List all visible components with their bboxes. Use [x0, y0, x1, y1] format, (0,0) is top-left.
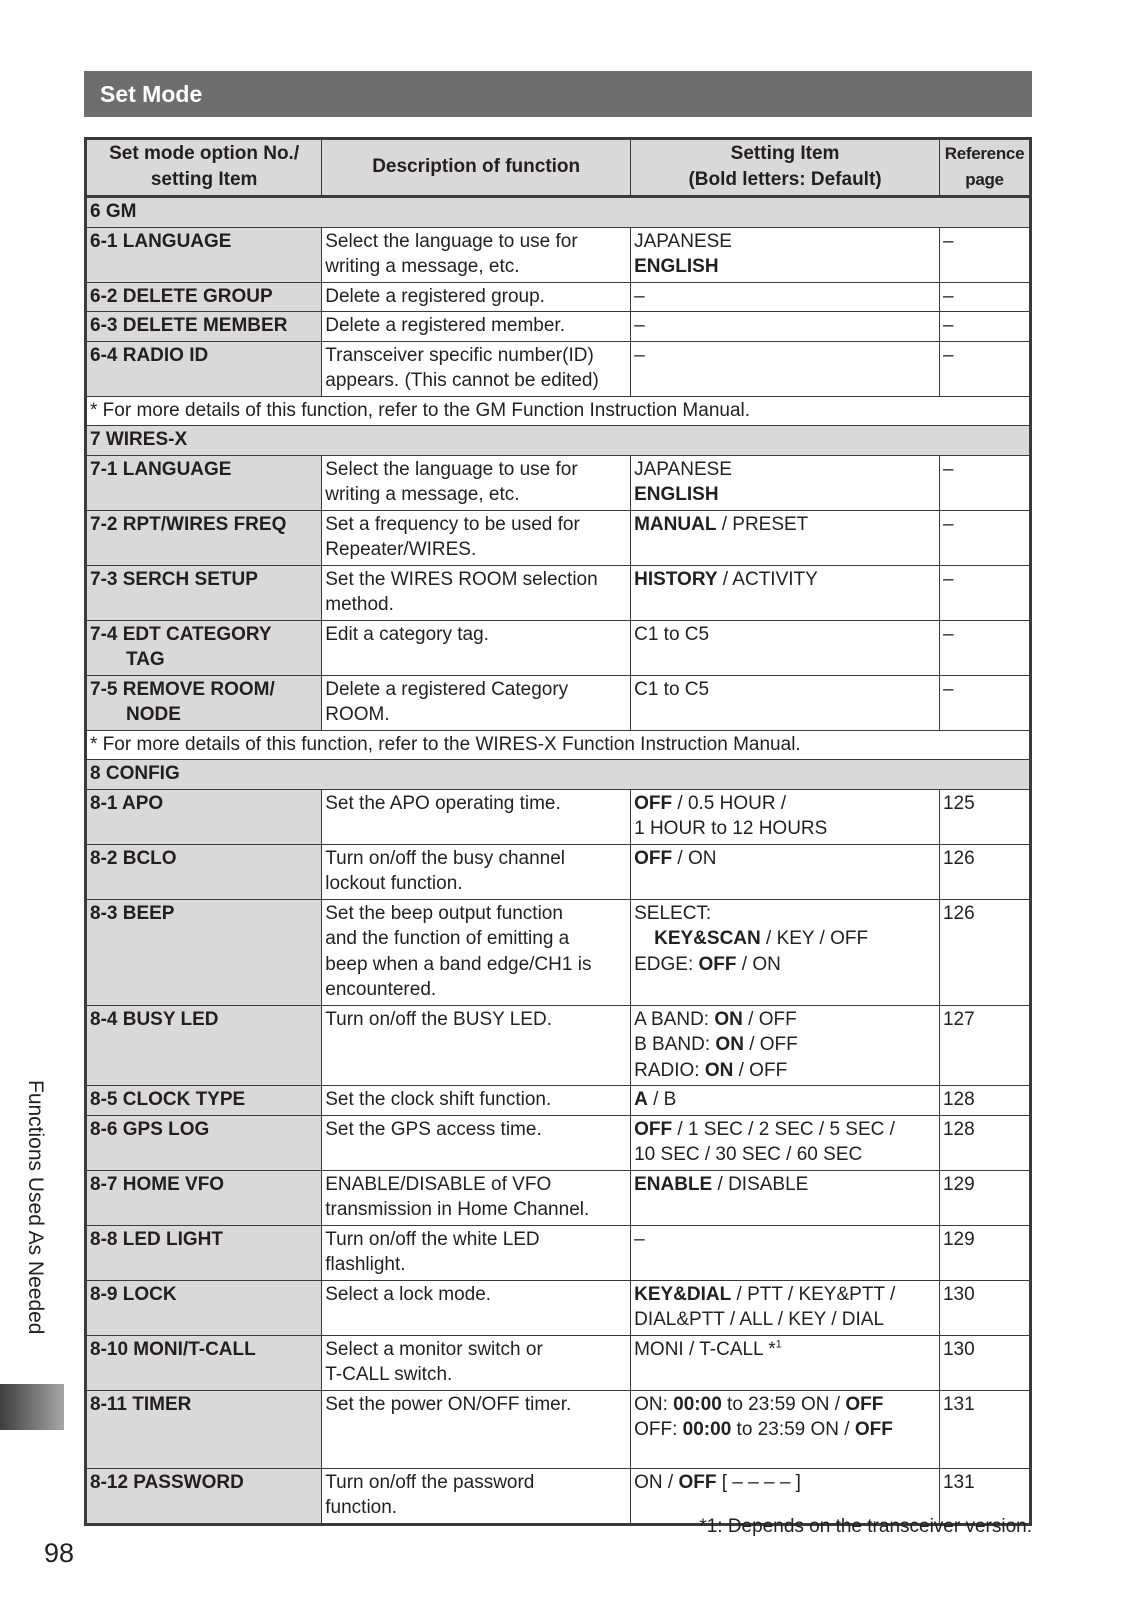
description-text: Delete a registered group.: [325, 285, 545, 307]
description-text: function.: [325, 1497, 398, 1518]
setting-value: –: [634, 315, 645, 336]
setting-line: [634, 1060, 787, 1081]
setting-value: JAPANESE: [634, 458, 732, 480]
section-title: 7 WIRES-X: [86, 426, 1031, 456]
table-row: [86, 510, 1031, 565]
setting-line: [634, 1284, 895, 1305]
default-value: ENGLISH: [634, 484, 719, 505]
reference-page-cell: –: [939, 312, 1030, 342]
description-cell: [322, 1390, 631, 1468]
description-cell: [322, 565, 631, 620]
setting-value: ON:: [634, 1393, 674, 1415]
setting-value: C1 to C5: [634, 678, 710, 700]
setting-cell: [631, 227, 940, 282]
option-item-label: 8-8 LED LIGHT: [90, 1228, 224, 1250]
option-item-label: 7-4 EDT CATEGORY: [90, 623, 272, 645]
option-item-label: 8-6 GPS LOG: [90, 1118, 210, 1140]
description-text: Select the language to use for: [325, 230, 578, 252]
table-row: [86, 1335, 1031, 1390]
option-item-label: NODE: [126, 704, 181, 725]
setting-line: [634, 315, 645, 336]
setting-line: [634, 1339, 782, 1360]
option-item-label: 8-11 TIMER: [90, 1393, 192, 1415]
setting-value: DIAL&PTT / ALL / KEY / DIAL: [634, 1309, 885, 1330]
reference-page-cell: –: [939, 565, 1030, 620]
description-text: encountered.: [325, 979, 437, 1000]
option-item-label: 7-3 SERCH SETUP: [90, 568, 258, 590]
setting-value: RADIO:: [634, 1059, 705, 1081]
setting-cell: [631, 1086, 940, 1116]
section-note: * For more details of this function, refer to the GM Function Instruction Manual.: [86, 396, 1031, 426]
description-text: Transceiver specific number(ID): [325, 344, 594, 366]
table-row: [86, 1005, 1031, 1086]
setting-cell: [631, 1390, 940, 1468]
description-text: Set the beep output function: [325, 902, 563, 924]
setting-value: to 23:59 ON /: [731, 1419, 855, 1440]
option-item-label: 8-3 BEEP: [90, 902, 175, 924]
setting-value: / 1 SEC / 2 SEC / 5 SEC /: [672, 1118, 895, 1140]
reference-page-cell: 128: [939, 1115, 1030, 1170]
reference-page-cell: 130: [939, 1335, 1030, 1390]
description-text: and the function of emitting a: [325, 928, 570, 949]
setting-cell: [631, 620, 940, 675]
description-text: transmission in Home Channel.: [325, 1199, 590, 1220]
header-description: Description of function: [322, 139, 631, 197]
option-item-label: 8-10 MONI/T-CALL: [90, 1338, 256, 1360]
table-header-row: [86, 139, 1031, 197]
description-text: method.: [325, 594, 394, 615]
table-row: [86, 1225, 1031, 1280]
option-item-label: 8-12 PASSWORD: [90, 1471, 244, 1493]
description-text: Select a monitor switch or: [325, 1338, 543, 1360]
option-item-cell: [86, 312, 322, 342]
setting-line: [634, 954, 781, 975]
footnote: *1: Depends on the transceiver version.: [699, 1516, 1032, 1537]
option-item-label: 6-4 RADIO ID: [90, 344, 209, 366]
option-item-cell: [86, 510, 322, 565]
reference-page-cell: –: [939, 675, 1030, 730]
setting-value: / KEY / OFF: [760, 928, 869, 949]
option-item-label: 7-2 RPT/WIRES FREQ: [90, 513, 287, 535]
description-cell: [322, 455, 631, 510]
option-item-cell: [86, 844, 322, 899]
default-value: 00:00: [682, 1419, 732, 1440]
side-tab-label: Functions Used As Needed: [24, 1080, 47, 1335]
setting-line: [634, 1089, 676, 1110]
table-row: [86, 565, 1031, 620]
setting-value: / OFF: [742, 1008, 797, 1030]
setting-value: 10 SEC / 30 SEC / 60 SEC: [634, 1144, 863, 1165]
option-item-cell: [86, 675, 322, 730]
default-value: ENGLISH: [634, 256, 719, 277]
option-item-label: 8-9 LOCK: [90, 1283, 177, 1305]
table-row: [86, 1390, 1031, 1468]
default-value: OFF: [845, 1393, 884, 1415]
description-cell: [322, 1170, 631, 1225]
description-text: writing a message, etc.: [325, 484, 520, 505]
setting-value: A BAND:: [634, 1008, 715, 1030]
reference-page-cell: 130: [939, 1280, 1030, 1335]
setting-value: 1 HOUR to 12 HOURS: [634, 818, 828, 839]
setting-value: / PTT / KEY&PTT /: [731, 1283, 896, 1305]
setting-cell: [631, 1335, 940, 1390]
setting-value: ON /: [634, 1471, 679, 1493]
option-item-label: 6-3 DELETE MEMBER: [90, 315, 288, 336]
setting-line: [634, 1419, 893, 1440]
table-row: [86, 1170, 1031, 1225]
setting-value: MONI / T-CALL *: [634, 1338, 776, 1360]
description-text: Turn on/off the BUSY LED.: [325, 1008, 552, 1030]
header-reference-page: Reference page: [939, 139, 1030, 197]
setting-line: [634, 1009, 797, 1030]
option-item-cell: [86, 1086, 322, 1116]
setting-value: / ON: [736, 953, 781, 975]
description-text: Turn on/off the password: [325, 1471, 535, 1493]
reference-page-cell: 131: [939, 1390, 1030, 1468]
setting-value: / OFF: [743, 1034, 798, 1055]
table-row: [86, 844, 1031, 899]
description-text: Select the language to use for: [325, 458, 578, 480]
description-cell: [322, 282, 631, 312]
description-cell: [322, 1225, 631, 1280]
default-value: MANUAL: [634, 513, 717, 535]
note-row: [86, 396, 1031, 426]
description-text: lockout function.: [325, 873, 463, 894]
setting-value: / ON: [672, 847, 717, 869]
setting-line: [634, 793, 786, 814]
description-cell: [322, 312, 631, 342]
table-row: [86, 789, 1031, 844]
default-value: 00:00: [673, 1393, 722, 1415]
setting-value: / OFF: [733, 1059, 788, 1081]
reference-page-cell: –: [939, 341, 1030, 396]
table-row: [86, 312, 1031, 342]
table-row: [86, 675, 1031, 730]
table-row: [86, 282, 1031, 312]
table-row: [86, 341, 1031, 396]
description-text: ENABLE/DISABLE of VFO: [325, 1173, 552, 1195]
setting-cell: [631, 1005, 940, 1086]
reference-page-cell: 126: [939, 844, 1030, 899]
table-row: [86, 227, 1031, 282]
description-text: Delete a registered member.: [325, 315, 565, 336]
option-item-cell: [86, 1468, 322, 1524]
setting-value: B BAND:: [634, 1034, 716, 1055]
setting-value: / 0.5 HOUR /: [672, 792, 787, 814]
header-setting: Setting Item (Bold letters: Default): [631, 139, 940, 197]
setting-line: [634, 569, 818, 590]
reference-page-cell: 129: [939, 1225, 1030, 1280]
option-item-label: 8-7 HOME VFO: [90, 1173, 225, 1195]
setting-line: [634, 345, 645, 366]
setting-cell: [631, 1170, 940, 1225]
option-item-cell: [86, 899, 322, 1005]
description-text: appears. (This cannot be edited): [325, 370, 599, 391]
reference-page-cell: –: [939, 227, 1030, 282]
setting-value: C1 to C5: [634, 623, 710, 645]
setting-value: SELECT:: [634, 902, 712, 924]
default-value: ENABLE: [634, 1173, 713, 1195]
default-value: OFF: [698, 953, 737, 975]
setting-cell: [631, 455, 940, 510]
default-value: ON: [714, 1008, 743, 1030]
option-item-label: 8-2 BCLO: [90, 847, 177, 869]
option-item-cell: [86, 1390, 322, 1468]
description-text: Delete a registered Category: [325, 678, 569, 700]
setting-value: JAPANESE: [634, 230, 732, 252]
option-item-cell: [86, 1280, 322, 1335]
default-value: OFF: [634, 792, 673, 814]
setting-line: [634, 903, 711, 924]
setting-line: [634, 926, 868, 952]
description-cell: [322, 789, 631, 844]
option-item-cell: [86, 565, 322, 620]
description-cell: [322, 1086, 631, 1116]
setting-line: [634, 286, 645, 307]
description-cell: [322, 899, 631, 1005]
table-row: [86, 1086, 1031, 1116]
section-row: [86, 197, 1031, 228]
option-item-label: 8-5 CLOCK TYPE: [90, 1089, 246, 1110]
description-text: Set the WIRES ROOM selection: [325, 568, 598, 590]
section-banner: Set Mode: [84, 71, 1032, 117]
option-item-label: TAG: [126, 649, 165, 670]
reference-page-cell: 128: [939, 1086, 1030, 1116]
setting-line: [634, 1472, 801, 1493]
description-text: Set the GPS access time.: [325, 1118, 542, 1140]
description-text: Turn on/off the busy channel: [325, 847, 566, 869]
setting-line: [634, 624, 709, 645]
setting-line: [634, 1394, 883, 1415]
description-cell: [322, 675, 631, 730]
option-item-cell: [86, 1005, 322, 1086]
description-cell: [322, 1468, 631, 1524]
table-row: [86, 1115, 1031, 1170]
reference-page-cell: –: [939, 620, 1030, 675]
setting-line: [634, 1174, 808, 1195]
default-value: ON: [704, 1059, 734, 1081]
option-item-cell: [86, 620, 322, 675]
reference-page-cell: –: [939, 510, 1030, 565]
setting-value: EDGE:: [634, 953, 699, 975]
section-note: * For more details of this function, refer to the WIRES-X Function Instruction Manual.: [86, 730, 1031, 760]
setting-line: [634, 818, 827, 839]
description-text: Select a lock mode.: [325, 1283, 492, 1305]
description-text: Turn on/off the white LED: [325, 1228, 540, 1250]
option-item-cell: [86, 455, 322, 510]
option-item-label: 7-5 REMOVE ROOM/: [90, 678, 275, 700]
description-text: ROOM.: [325, 704, 390, 725]
reference-page-cell: 129: [939, 1170, 1030, 1225]
setting-line: [634, 679, 709, 700]
description-text: Set the APO operating time.: [325, 792, 561, 814]
setting-value: –: [634, 1228, 645, 1250]
setting-value: / ACTIVITY: [717, 568, 818, 590]
setting-cell: [631, 510, 940, 565]
table-row: [86, 455, 1031, 510]
default-value: A: [634, 1089, 648, 1110]
setting-cell: [631, 1115, 940, 1170]
description-cell: [322, 1115, 631, 1170]
option-item-label: 7-1 LANGUAGE: [90, 458, 232, 480]
setting-line: [634, 484, 718, 505]
setting-cell: [631, 675, 940, 730]
option-item-label: 8-1 APO: [90, 792, 164, 814]
description-cell: [322, 1280, 631, 1335]
setting-value: –: [634, 285, 645, 307]
reference-page-cell: 125: [939, 789, 1030, 844]
setting-value: / DISABLE: [712, 1173, 809, 1195]
option-item-cell: [86, 1225, 322, 1280]
description-text: Repeater/WIRES.: [325, 539, 477, 560]
description-text: T-CALL switch.: [325, 1364, 453, 1385]
default-value: OFF: [854, 1419, 893, 1440]
section-row: [86, 426, 1031, 456]
description-text: writing a message, etc.: [325, 256, 520, 277]
description-text: beep when a band edge/CH1 is: [325, 953, 592, 975]
reference-page-cell: 127: [939, 1005, 1030, 1086]
setting-cell: [631, 312, 940, 342]
setting-cell: [631, 282, 940, 312]
setting-line: [634, 1119, 895, 1140]
setting-line: [634, 1229, 645, 1250]
option-item-cell: [86, 282, 322, 312]
setting-line: [634, 1034, 798, 1055]
description-cell: [322, 1005, 631, 1086]
description-text: flashlight.: [325, 1254, 406, 1275]
reference-page-cell: –: [939, 455, 1030, 510]
option-item-cell: [86, 227, 322, 282]
reference-page-cell: 131: [939, 1468, 1030, 1524]
header-option: Set mode option No./ setting Item: [86, 139, 322, 197]
description-cell: [322, 341, 631, 396]
setting-cell: [631, 899, 940, 1005]
setting-line: [634, 848, 716, 869]
setting-line: [634, 1309, 884, 1330]
description-text: Set a frequency to be used for: [325, 513, 580, 535]
description-text: Set the clock shift function.: [325, 1089, 552, 1110]
side-tab-marker: [0, 1384, 64, 1430]
set-mode-table: [84, 137, 1032, 1526]
setting-line: [634, 231, 732, 252]
option-item-cell: [86, 1335, 322, 1390]
default-value: ON: [715, 1034, 744, 1055]
table-row: [86, 620, 1031, 675]
setting-value: OFF:: [634, 1419, 683, 1440]
default-value: KEY&DIAL: [634, 1283, 732, 1305]
default-value: OFF: [678, 1471, 717, 1493]
setting-value: to 23:59 ON /: [721, 1393, 846, 1415]
default-value: HISTORY: [634, 568, 718, 590]
section-title: 6 GM: [86, 197, 1031, 228]
setting-value: / B: [647, 1089, 677, 1110]
setting-cell: [631, 341, 940, 396]
page-number: 98: [44, 1538, 75, 1568]
setting-cell: [631, 844, 940, 899]
setting-line: [634, 459, 732, 480]
section-row: [86, 760, 1031, 790]
setting-cell: [631, 1225, 940, 1280]
option-item-cell: [86, 1115, 322, 1170]
setting-value: [ – – – – ]: [716, 1471, 801, 1493]
description-text: Set the power ON/OFF timer.: [325, 1393, 572, 1415]
description-cell: [322, 844, 631, 899]
reference-page-cell: –: [939, 282, 1030, 312]
description-cell: [322, 1335, 631, 1390]
default-value: OFF: [634, 1118, 673, 1140]
setting-cell: [631, 565, 940, 620]
option-item-cell: [86, 1170, 322, 1225]
description-text: Edit a category tag.: [325, 623, 489, 645]
setting-line: [634, 256, 718, 277]
default-value: OFF: [634, 847, 673, 869]
setting-line: [634, 514, 808, 535]
option-item-label: 6-1 LANGUAGE: [90, 230, 232, 252]
description-cell: [322, 227, 631, 282]
setting-value: –: [634, 344, 645, 366]
note-row: [86, 730, 1031, 760]
section-title: 8 CONFIG: [86, 760, 1031, 790]
option-item-label: 6-2 DELETE GROUP: [90, 285, 273, 307]
table-row: [86, 899, 1031, 1005]
setting-value: / PRESET: [716, 513, 809, 535]
description-cell: [322, 510, 631, 565]
description-cell: [322, 620, 631, 675]
option-item-cell: [86, 341, 322, 396]
table-row: [86, 1280, 1031, 1335]
setting-cell: [631, 789, 940, 844]
table-body: [86, 197, 1031, 1525]
reference-page-cell: 126: [939, 899, 1030, 1005]
default-value: KEY&SCAN: [654, 928, 761, 949]
setting-line: [634, 1144, 862, 1165]
option-item-cell: [86, 789, 322, 844]
footnote-ref: 1: [775, 1338, 782, 1351]
option-item-label: 8-4 BUSY LED: [90, 1008, 219, 1030]
setting-cell: [631, 1280, 940, 1335]
